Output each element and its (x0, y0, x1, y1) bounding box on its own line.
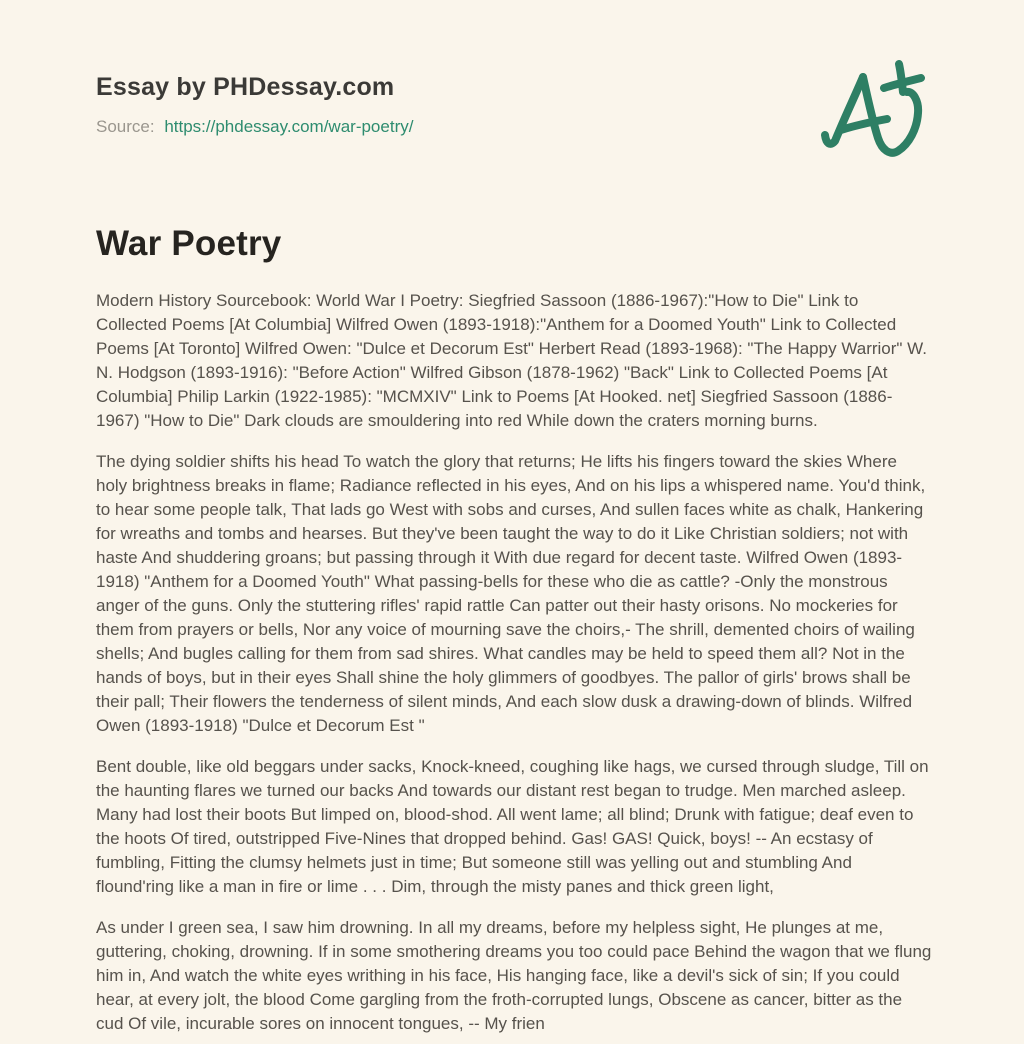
essay-paragraph-2: The dying soldier shifts his head To watch the glory that returns; He lifts his fingers toward the skies Where holy brightness breaks in flame; Radiance reflected in his eyes, And on his lips a whispered name. You'd think, to hear some people talk, That lads go West with sobs and curses, And sullen faces white as chalk, Hankering for wreaths and tombs and hearses. But they've been taught the way to do it Like Christian soldiers; not with haste And shuddering groans; but passing through it With due regard for decent taste. Wilfred Owen (1893-1918) "Anthem for a Doomed Youth" What passing-bells for these who die as cattle? -Only the monstrous anger of the guns. Only the stuttering rifles' rapid rattle Can patter out their hasty orisons. No mockeries for them from prayers or bells, Nor any voice of mourning save the choirs,- The shrill, demented choirs of wailing shells; And bugles calling for them from sad shires. What candles may be held to speed them all? Not in the hands of boys, but in their eyes Shall shine the holy glimmers of goodbyes. The pallor of girls' brows shall be their pall; Their flowers the tenderness of silent minds, And each slow dusk a drawing-down of blinds. Wilfred Owen (1893-1918) "Dulce et Decorum Est " (96, 452, 926, 735)
source-line (96, 117, 928, 137)
site-title: Essay by PHDessay.com (96, 73, 395, 101)
essay-paragraph-4: As under I green sea, I saw him drowning. In all my dreams, before my helpless sight, He plunges at me, guttering, choking, drowning. If in some smothering dreams you too could pace Behind the wagon that we flung him in, And watch the white eyes writhing in his face, His hanging face, like a devil's sick of sin; If you could hear, at every jolt, the blood Come gargling from the froth-corrupted lungs, Obscene as cancer, bitter as the cud Of vile, incurable sores on innocent tongues, -- My frien (96, 918, 932, 1033)
essay-content (96, 224, 932, 1036)
phdessay-a-plus-logo-icon (810, 45, 950, 170)
page-header (96, 0, 928, 137)
essay-body (96, 289, 932, 1036)
essay-title: War Poetry (96, 224, 282, 263)
essay-paragraph-3: Bent double, like old beggars under sacks, Knock-kneed, coughing like hags, we cursed through sludge, Till on the haunting flares we turned our backs And towards our distant rest began to trudge. Men marched asleep. Many had lost their boots But limped on, blood-shod. All went lame; all blind; Drunk with fatigue; deaf even to the hoots Of tired, outstripped Five-Nines that dropped behind. Gas! GAS! Quick, boys! -- An ecstasy of fumbling, Fitting the clumsy helmets just in time; But someone still was yelling out and stumbling And flound'ring like a man in fire or lime . . . Dim, through the misty panes and thick green light, (96, 757, 929, 896)
source-label: Source: (96, 117, 155, 136)
essay-paragraph-1: Modern History Sourcebook: World War I Poetry: Siegfried Sassoon (1886-1967):"How to Die" Link to Collected Poems [At Columbia] Wilfred Owen (1893-1918):"Anthem for a Doomed Youth" Link to Collected Poems [At Toronto] Wilfred Owen: "Dulce et Decorum Est" Herbert Read (1893-1968): "The Happy Warrior" W. N. Hodgson (1893-1916): "Before Action" Wilfred Gibson (1878-1962) "Back" Link to Collected Poems [At Columbia] Philip Larkin (1922-1985): "MCMXIV" Link to Poems [At Hooked. net] Siegfried Sassoon (1886-1967) "How to Die" Dark clouds are smouldering into red While down the craters morning burns. (96, 291, 928, 430)
source-url-link[interactable]: https://phdessay.com/war-poetry/ (164, 117, 414, 136)
